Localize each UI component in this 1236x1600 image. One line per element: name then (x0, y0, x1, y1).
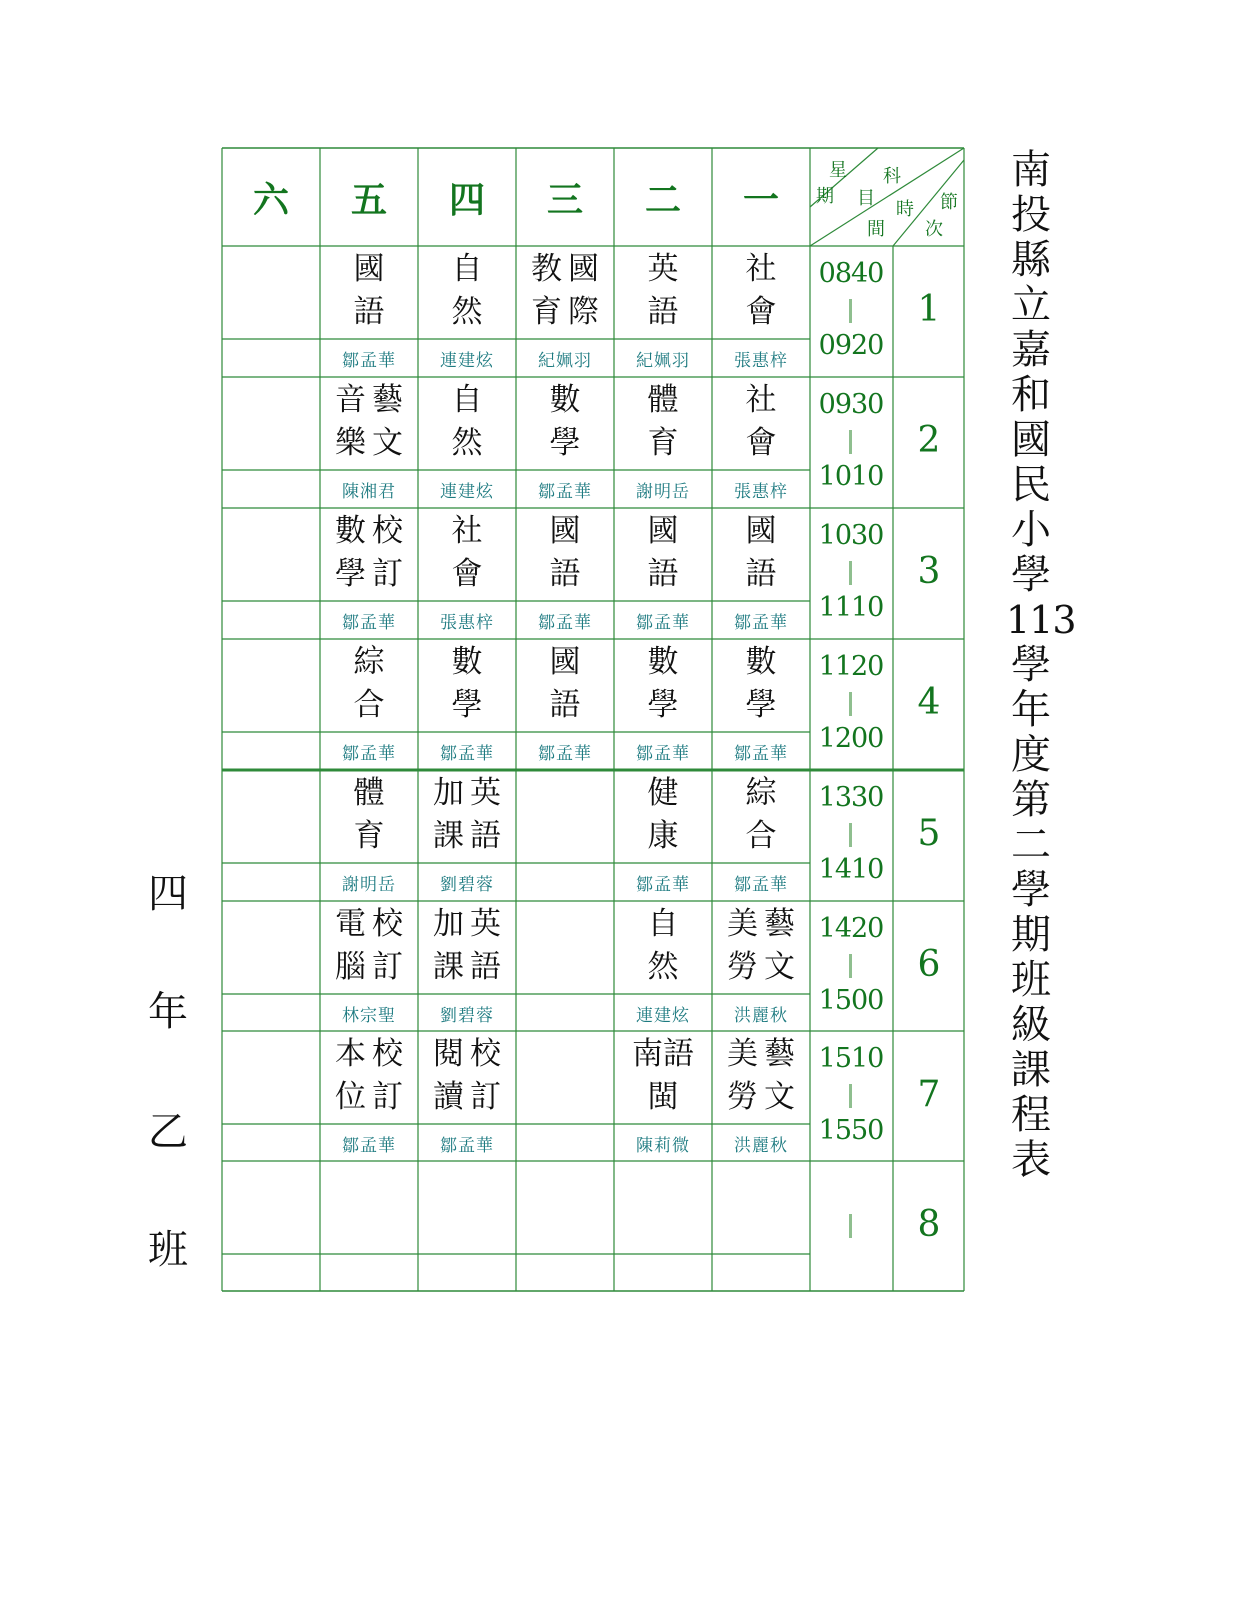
teacher-name: 劉碧蓉 (440, 1006, 494, 1026)
day-header: 三 (546, 179, 583, 221)
corner-label-xing: 星 (829, 160, 847, 181)
title-char: 國 (1011, 417, 1051, 463)
teacher-name: 鄒孟華 (538, 613, 592, 633)
title-char: 級 (1011, 1002, 1051, 1048)
teacher-name: 鄒孟華 (538, 482, 592, 502)
corner-label-shi: 時 (896, 199, 914, 220)
time-range-dash (849, 692, 852, 716)
subject-col-left: 閱 讀 (433, 1036, 464, 1115)
day-header: 五 (350, 179, 387, 221)
subject-col-right: 校 訂 (372, 513, 403, 592)
period-number: 5 (917, 813, 941, 854)
subject-name: 國 語 (549, 644, 581, 723)
corner-label-ci: 次 (925, 219, 943, 240)
subject-col-left: 音 樂 (335, 382, 366, 461)
subject-name (516, 248, 614, 334)
title-char: 立 (1011, 282, 1051, 328)
teacher-name: 鄒孟華 (440, 744, 494, 764)
title-char: 投 (1011, 192, 1051, 238)
teacher-name: 陳莉微 (636, 1136, 690, 1156)
teacher-name: 陳湘君 (342, 482, 396, 502)
subject-name: 國 語 (353, 251, 385, 330)
title-char: 程 (1011, 1092, 1051, 1138)
subject-name (320, 1033, 418, 1119)
time-range-dash (849, 299, 852, 323)
period-number: 2 (917, 420, 941, 461)
teacher-name: 鄒孟華 (342, 613, 396, 633)
period-number: 4 (917, 682, 941, 723)
time-range-dash (849, 561, 852, 585)
title-char: 第 (1011, 777, 1051, 823)
subject-name (320, 903, 418, 989)
period-start-time: 1330 (818, 782, 884, 813)
teacher-name: 鄒孟華 (636, 744, 690, 764)
subject-name: 社 會 (451, 513, 483, 592)
period-end-time: 1010 (818, 461, 884, 492)
period-number: 6 (917, 944, 941, 985)
period-start-time: 0930 (818, 389, 884, 420)
subject-name: 體 育 (353, 775, 385, 854)
title-char: 和 (1011, 372, 1051, 418)
teacher-name: 連建炫 (440, 351, 494, 371)
period-start-time: 1120 (818, 651, 884, 682)
subject-name (418, 903, 516, 989)
title-char: 嘉 (1011, 327, 1051, 373)
period-start-time: 1420 (818, 913, 884, 944)
subject-name: 數 學 (549, 382, 581, 461)
teacher-name: 鄒孟華 (538, 744, 592, 764)
teacher-name: 洪麗秋 (734, 1136, 788, 1156)
teacher-name: 連建炫 (440, 482, 494, 502)
teacher-name: 鄒孟華 (636, 875, 690, 895)
subject-col-right: 校 訂 (470, 1036, 501, 1115)
title-char: 學 (1011, 552, 1051, 598)
subject-name: 自 然 (451, 251, 483, 330)
teacher-name: 張惠梓 (734, 351, 788, 371)
period-number: 3 (917, 551, 941, 592)
teacher-name: 張惠梓 (734, 482, 788, 502)
subject-name: 綜 合 (353, 644, 385, 723)
subject-name (320, 379, 418, 465)
teacher-name: 劉碧蓉 (440, 875, 494, 895)
subject-name: 數 學 (745, 644, 777, 723)
subject-name (418, 772, 516, 858)
period-number: 1 (917, 289, 941, 330)
title-char: 度 (1011, 732, 1051, 778)
subject-col-left: 加 課 (433, 775, 464, 854)
subject-name: 綜 合 (745, 775, 777, 854)
period-start-time: 0840 (818, 258, 884, 289)
subject-col-left: 教 育 (531, 251, 562, 330)
subject-name: 健 康 (647, 775, 679, 854)
day-header: 二 (644, 179, 681, 221)
title-char: 113 (1006, 598, 1076, 642)
subject-col-right: 國 際 (568, 251, 599, 330)
period-start-time: 1030 (818, 520, 884, 551)
period-end-time: 1500 (818, 985, 884, 1016)
class-name-char: 班 (148, 1227, 188, 1273)
corner-label-qi: 期 (816, 186, 834, 207)
corner-label-ke: 科 (883, 166, 901, 187)
teacher-name: 紀姵羽 (636, 351, 690, 371)
title-char: 學 (1011, 642, 1051, 688)
title-char: 縣 (1011, 237, 1051, 283)
teacher-name: 鄒孟華 (734, 744, 788, 764)
subject-name (712, 1033, 810, 1119)
title-char: 民 (1011, 462, 1051, 508)
time-range-dash (849, 1084, 852, 1108)
class-name-char: 四 (148, 871, 188, 917)
subject-col-left: 加 課 (433, 906, 464, 985)
subject-name: 英 語 (647, 251, 679, 330)
subject-col-right: 英 語 (470, 775, 501, 854)
subject-col-left: 美 勞 (727, 1036, 758, 1115)
time-range-dash (849, 1214, 852, 1238)
title-char: 年 (1011, 687, 1051, 733)
subject-name: 數 學 (451, 644, 483, 723)
day-header: 一 (742, 179, 779, 221)
time-range-dash (849, 823, 852, 847)
title-char: 二 (1011, 822, 1051, 868)
period-number: 7 (917, 1074, 941, 1115)
subject-col-right: 英 語 (470, 906, 501, 985)
subject-col-right: 校 訂 (372, 1036, 403, 1115)
day-header: 四 (448, 179, 485, 221)
teacher-name: 鄒孟華 (734, 875, 788, 895)
subject-name: 體 育 (647, 382, 679, 461)
title-char: 課 (1011, 1047, 1051, 1093)
subject-col-left: 電 腦 (335, 906, 366, 985)
teacher-name: 連建炫 (636, 1006, 690, 1026)
class-name-char: 年 (148, 989, 188, 1035)
title-char: 小 (1011, 507, 1051, 553)
teacher-name: 林宗聖 (342, 1006, 396, 1026)
time-range-dash (849, 954, 852, 978)
teacher-name: 鄒孟華 (734, 613, 788, 633)
teacher-name: 洪麗秋 (734, 1006, 788, 1026)
subject-name: 國 語 (745, 513, 777, 592)
period-start-time: 1510 (818, 1043, 884, 1074)
teacher-name: 鄒孟華 (636, 613, 690, 633)
subject-col-right: 藝 文 (372, 382, 403, 461)
title-char: 學 (1011, 867, 1051, 913)
subject-col-right: 藝 文 (764, 1036, 795, 1115)
period-end-time: 1410 (818, 854, 884, 885)
subject-col-left: 美 勞 (727, 906, 758, 985)
subject-name: 數 學 (647, 644, 679, 723)
period-end-time: 1110 (818, 592, 884, 623)
subject-name: 社 會 (745, 382, 777, 461)
corner-label-jie: 節 (940, 192, 958, 213)
period-end-time: 1200 (818, 723, 884, 754)
timetable-title (1006, 147, 1076, 1183)
title-char: 南 (1011, 147, 1051, 193)
subject-name (614, 1033, 712, 1119)
teacher-name: 鄒孟華 (440, 1136, 494, 1156)
teacher-name: 張惠梓 (440, 613, 494, 633)
subject-col-left: 南語 閩 (632, 1036, 694, 1115)
teacher-name: 鄒孟華 (342, 351, 396, 371)
teacher-name: 謝明岳 (636, 482, 690, 502)
subject-name (418, 1033, 516, 1119)
subject-name: 國 語 (647, 513, 679, 592)
title-char: 期 (1011, 912, 1051, 958)
corner-label-jian: 間 (867, 219, 885, 240)
class-name-char: 乙 (148, 1109, 188, 1155)
subject-col-right: 校 訂 (372, 906, 403, 985)
subject-name: 自 然 (451, 382, 483, 461)
day-header: 六 (252, 179, 289, 221)
subject-name: 自 然 (647, 906, 679, 985)
subject-col-left: 本 位 (335, 1036, 366, 1115)
subject-name: 社 會 (745, 251, 777, 330)
time-range-dash (849, 430, 852, 454)
teacher-name: 紀姵羽 (538, 351, 592, 371)
subject-name: 國 語 (549, 513, 581, 592)
subject-col-left: 數 學 (335, 513, 366, 592)
teacher-name: 鄒孟華 (342, 1136, 396, 1156)
period-number: 8 (917, 1204, 941, 1245)
subject-name (712, 903, 810, 989)
teacher-name: 鄒孟華 (342, 744, 396, 764)
period-end-time: 1550 (818, 1115, 884, 1146)
corner-label-mu: 目 (857, 188, 875, 209)
subject-col-right: 藝 文 (764, 906, 795, 985)
period-end-time: 0920 (818, 330, 884, 361)
teacher-name: 謝明岳 (342, 875, 396, 895)
title-char: 表 (1011, 1137, 1051, 1183)
title-char: 班 (1011, 957, 1051, 1003)
subject-name (320, 510, 418, 596)
